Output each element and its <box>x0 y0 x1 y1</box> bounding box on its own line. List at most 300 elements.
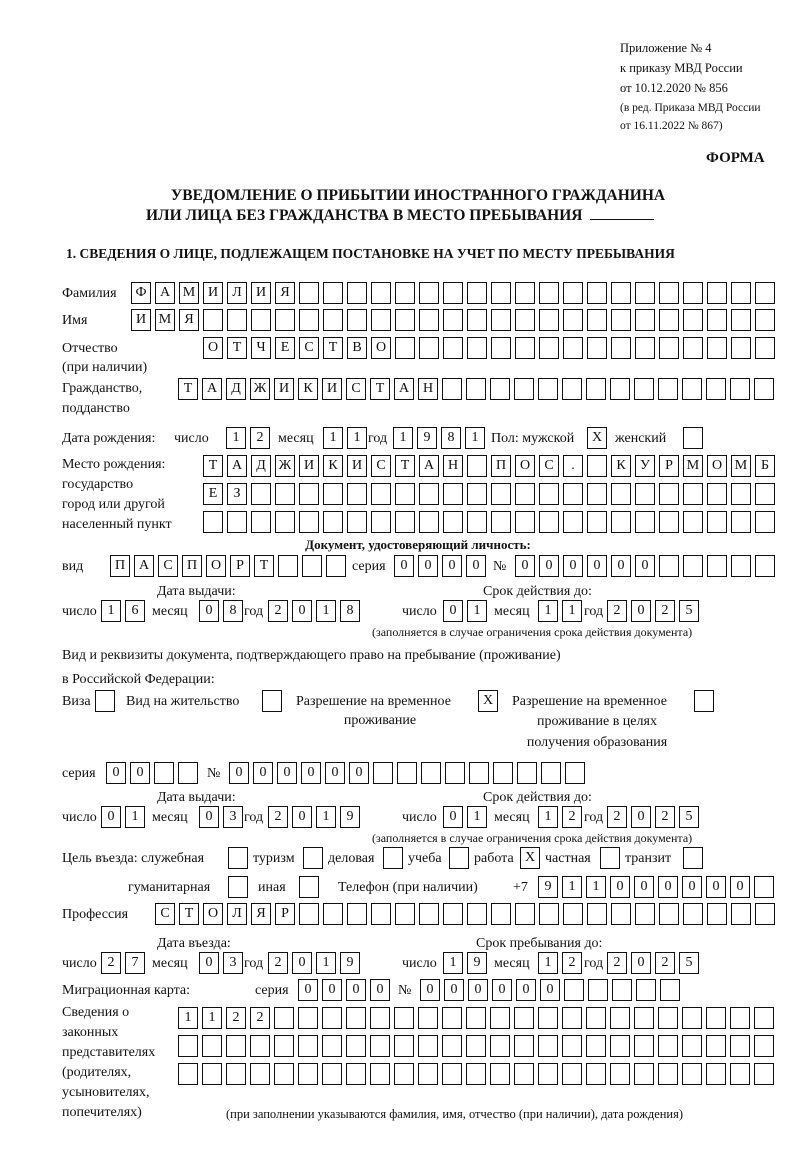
reps-field-1[interactable] <box>178 1007 774 1029</box>
char-box[interactable]: 5 <box>679 600 699 622</box>
char-box[interactable] <box>658 378 678 400</box>
citizenship-field[interactable] <box>178 378 774 400</box>
char-box[interactable] <box>445 762 465 784</box>
char-box[interactable] <box>731 309 751 331</box>
char-box[interactable] <box>395 483 415 505</box>
char-box[interactable] <box>635 309 655 331</box>
char-box[interactable] <box>755 555 775 577</box>
char-box[interactable]: 0 <box>682 876 702 898</box>
char-box[interactable] <box>469 762 489 784</box>
char-box[interactable] <box>515 483 535 505</box>
char-box[interactable] <box>347 282 367 304</box>
char-box[interactable] <box>467 511 487 533</box>
char-box[interactable]: 0 <box>563 555 583 577</box>
char-box[interactable]: М <box>179 282 199 304</box>
char-box[interactable]: 0 <box>420 979 440 1001</box>
char-box[interactable]: 1 <box>586 876 606 898</box>
char-box[interactable] <box>612 979 632 1001</box>
char-box[interactable] <box>563 337 583 359</box>
char-box[interactable] <box>660 979 680 1001</box>
char-box[interactable]: X <box>478 690 498 712</box>
char-box[interactable] <box>251 511 271 533</box>
char-box[interactable] <box>694 690 714 712</box>
char-box[interactable] <box>706 1063 726 1085</box>
char-box[interactable]: А <box>202 378 222 400</box>
char-box[interactable] <box>541 762 561 784</box>
char-box[interactable] <box>298 1063 318 1085</box>
char-box[interactable]: 1 <box>226 427 246 449</box>
char-box[interactable] <box>419 903 439 925</box>
char-box[interactable] <box>154 762 174 784</box>
char-box[interactable] <box>347 483 367 505</box>
char-box[interactable] <box>298 1035 318 1057</box>
char-box[interactable] <box>565 762 585 784</box>
char-box[interactable]: 0 <box>229 762 249 784</box>
entry-month-field[interactable] <box>199 952 243 974</box>
char-box[interactable] <box>467 903 487 925</box>
char-box[interactable] <box>683 427 703 449</box>
char-box[interactable]: 5 <box>679 952 699 974</box>
char-box[interactable]: Т <box>370 378 390 400</box>
char-box[interactable] <box>373 762 393 784</box>
char-box[interactable] <box>755 337 775 359</box>
char-box[interactable]: 0 <box>370 979 390 1001</box>
char-box[interactable] <box>731 337 751 359</box>
char-box[interactable] <box>731 483 751 505</box>
char-box[interactable] <box>755 309 775 331</box>
char-box[interactable] <box>299 309 319 331</box>
char-box[interactable] <box>682 1007 702 1029</box>
char-box[interactable]: 1 <box>347 427 367 449</box>
char-box[interactable] <box>682 1063 702 1085</box>
char-box[interactable]: 1 <box>562 600 582 622</box>
id-issue-month-field[interactable] <box>199 600 243 622</box>
char-box[interactable]: И <box>299 455 319 477</box>
char-box[interactable] <box>228 847 248 869</box>
char-box[interactable] <box>611 282 631 304</box>
char-box[interactable]: С <box>158 555 178 577</box>
char-box[interactable]: 1 <box>202 1007 222 1029</box>
char-box[interactable] <box>347 309 367 331</box>
char-box[interactable]: 0 <box>199 600 219 622</box>
char-box[interactable] <box>658 1007 678 1029</box>
char-box[interactable] <box>395 903 415 925</box>
char-box[interactable] <box>707 282 727 304</box>
char-box[interactable]: П <box>110 555 130 577</box>
char-box[interactable]: 6 <box>125 600 145 622</box>
char-box[interactable] <box>562 1063 582 1085</box>
char-box[interactable] <box>515 511 535 533</box>
char-box[interactable] <box>299 282 319 304</box>
purpose-transit-checkbox[interactable] <box>683 847 703 869</box>
char-box[interactable] <box>442 1063 462 1085</box>
char-box[interactable]: 1 <box>467 806 487 828</box>
char-box[interactable]: 1 <box>538 600 558 622</box>
char-box[interactable] <box>443 483 463 505</box>
char-box[interactable] <box>178 1063 198 1085</box>
char-box[interactable]: 0 <box>322 979 342 1001</box>
char-box[interactable]: 0 <box>277 762 297 784</box>
char-box[interactable]: 7 <box>125 952 145 974</box>
char-box[interactable] <box>562 1035 582 1057</box>
char-box[interactable] <box>707 483 727 505</box>
char-box[interactable] <box>326 555 346 577</box>
char-box[interactable] <box>682 1035 702 1057</box>
char-box[interactable] <box>95 690 115 712</box>
char-box[interactable]: 1 <box>538 952 558 974</box>
char-box[interactable] <box>442 1007 462 1029</box>
char-box[interactable]: А <box>227 455 247 477</box>
char-box[interactable] <box>517 762 537 784</box>
char-box[interactable] <box>346 1063 366 1085</box>
char-box[interactable] <box>707 511 727 533</box>
char-box[interactable]: 2 <box>607 952 627 974</box>
char-box[interactable]: А <box>419 455 439 477</box>
char-box[interactable]: Т <box>254 555 274 577</box>
char-box[interactable]: 8 <box>340 600 360 622</box>
char-box[interactable] <box>493 762 513 784</box>
char-box[interactable]: Л <box>227 903 247 925</box>
purpose-work-checkbox[interactable] <box>520 847 540 869</box>
char-box[interactable] <box>467 337 487 359</box>
char-box[interactable] <box>322 1063 342 1085</box>
char-box[interactable]: 0 <box>730 876 750 898</box>
char-box[interactable] <box>490 378 510 400</box>
char-box[interactable]: Я <box>251 903 271 925</box>
char-box[interactable]: 2 <box>268 600 288 622</box>
char-box[interactable] <box>611 309 631 331</box>
char-box[interactable]: Ж <box>250 378 270 400</box>
entry-day-field[interactable] <box>101 952 145 974</box>
char-box[interactable]: 1 <box>316 600 336 622</box>
char-box[interactable]: 2 <box>607 806 627 828</box>
char-box[interactable]: 1 <box>393 427 413 449</box>
char-box[interactable] <box>563 309 583 331</box>
char-box[interactable] <box>383 847 403 869</box>
char-box[interactable]: С <box>299 337 319 359</box>
char-box[interactable] <box>587 337 607 359</box>
char-box[interactable] <box>491 511 511 533</box>
char-box[interactable]: С <box>539 455 559 477</box>
char-box[interactable]: М <box>155 309 175 331</box>
residence-checkbox[interactable] <box>262 690 282 712</box>
char-box[interactable]: 2 <box>268 952 288 974</box>
char-box[interactable] <box>658 1063 678 1085</box>
char-box[interactable] <box>634 378 654 400</box>
stay-valid-year-field[interactable] <box>607 806 699 828</box>
char-box[interactable] <box>395 511 415 533</box>
birth-month-field[interactable] <box>323 427 367 449</box>
char-box[interactable] <box>515 337 535 359</box>
char-box[interactable] <box>683 309 703 331</box>
char-box[interactable] <box>251 309 271 331</box>
char-box[interactable] <box>659 309 679 331</box>
char-box[interactable] <box>449 847 469 869</box>
char-box[interactable] <box>635 282 655 304</box>
char-box[interactable] <box>586 1035 606 1057</box>
char-box[interactable] <box>731 903 751 925</box>
char-box[interactable] <box>731 555 751 577</box>
char-box[interactable]: 2 <box>250 427 270 449</box>
char-box[interactable] <box>611 903 631 925</box>
purpose-official-checkbox[interactable] <box>228 847 248 869</box>
char-box[interactable]: Н <box>443 455 463 477</box>
char-box[interactable]: 0 <box>611 555 631 577</box>
char-box[interactable] <box>658 1035 678 1057</box>
char-box[interactable]: 1 <box>316 952 336 974</box>
char-box[interactable] <box>706 378 726 400</box>
id-number-field[interactable] <box>515 555 775 577</box>
char-box[interactable] <box>635 337 655 359</box>
char-box[interactable] <box>755 282 775 304</box>
char-box[interactable] <box>491 903 511 925</box>
char-box[interactable] <box>610 1063 630 1085</box>
char-box[interactable] <box>587 455 607 477</box>
char-box[interactable] <box>539 903 559 925</box>
purpose-private-checkbox[interactable] <box>600 847 620 869</box>
char-box[interactable]: 0 <box>292 952 312 974</box>
char-box[interactable] <box>754 378 774 400</box>
char-box[interactable]: К <box>298 378 318 400</box>
char-box[interactable] <box>443 337 463 359</box>
char-box[interactable] <box>418 1063 438 1085</box>
char-box[interactable] <box>419 337 439 359</box>
char-box[interactable] <box>418 1035 438 1057</box>
stay-number-field[interactable] <box>229 762 585 784</box>
char-box[interactable]: 0 <box>199 952 219 974</box>
char-box[interactable]: Т <box>227 337 247 359</box>
char-box[interactable]: О <box>203 337 223 359</box>
char-box[interactable] <box>443 282 463 304</box>
char-box[interactable]: 9 <box>538 876 558 898</box>
char-box[interactable]: И <box>347 455 367 477</box>
char-box[interactable] <box>347 511 367 533</box>
char-box[interactable] <box>634 1007 654 1029</box>
char-box[interactable]: О <box>206 555 226 577</box>
char-box[interactable] <box>611 483 631 505</box>
char-box[interactable] <box>562 378 582 400</box>
char-box[interactable] <box>659 282 679 304</box>
char-box[interactable] <box>611 337 631 359</box>
char-box[interactable] <box>322 1007 342 1029</box>
char-box[interactable]: 0 <box>298 979 318 1001</box>
char-box[interactable]: 8 <box>223 600 243 622</box>
surname-field[interactable] <box>131 282 775 304</box>
char-box[interactable] <box>275 511 295 533</box>
char-box[interactable] <box>587 282 607 304</box>
char-box[interactable] <box>539 309 559 331</box>
char-box[interactable]: X <box>520 847 540 869</box>
char-box[interactable]: 1 <box>465 427 485 449</box>
stay-issue-year-field[interactable] <box>268 806 360 828</box>
char-box[interactable]: 0 <box>631 806 651 828</box>
char-box[interactable]: 2 <box>655 806 675 828</box>
char-box[interactable]: 0 <box>634 876 654 898</box>
char-box[interactable]: 9 <box>340 806 360 828</box>
char-box[interactable] <box>466 1007 486 1029</box>
char-box[interactable] <box>442 378 462 400</box>
mc-series-field[interactable] <box>298 979 390 1001</box>
char-box[interactable] <box>586 1007 606 1029</box>
char-box[interactable]: Д <box>226 378 246 400</box>
char-box[interactable] <box>683 282 703 304</box>
char-box[interactable] <box>275 309 295 331</box>
char-box[interactable]: А <box>134 555 154 577</box>
char-box[interactable] <box>302 555 322 577</box>
char-box[interactable] <box>539 282 559 304</box>
char-box[interactable]: 0 <box>253 762 273 784</box>
char-box[interactable]: 0 <box>587 555 607 577</box>
char-box[interactable]: 0 <box>492 979 512 1001</box>
char-box[interactable] <box>539 337 559 359</box>
char-box[interactable]: 0 <box>101 806 121 828</box>
id-valid-day-field[interactable] <box>443 600 487 622</box>
char-box[interactable] <box>371 309 391 331</box>
char-box[interactable]: 1 <box>323 427 343 449</box>
char-box[interactable] <box>538 1007 558 1029</box>
char-box[interactable]: 0 <box>515 555 535 577</box>
char-box[interactable] <box>611 511 631 533</box>
char-box[interactable] <box>202 1035 222 1057</box>
char-box[interactable]: 3 <box>223 952 243 974</box>
char-box[interactable]: 0 <box>444 979 464 1001</box>
char-box[interactable] <box>370 1035 390 1057</box>
char-box[interactable] <box>275 483 295 505</box>
char-box[interactable] <box>228 876 248 898</box>
char-box[interactable]: У <box>635 455 655 477</box>
char-box[interactable] <box>659 903 679 925</box>
char-box[interactable] <box>707 309 727 331</box>
char-box[interactable] <box>299 511 319 533</box>
char-box[interactable] <box>587 903 607 925</box>
char-box[interactable] <box>683 903 703 925</box>
char-box[interactable] <box>303 847 323 869</box>
char-box[interactable]: 0 <box>706 876 726 898</box>
char-box[interactable] <box>443 309 463 331</box>
char-box[interactable]: 0 <box>610 876 630 898</box>
char-box[interactable]: Б <box>755 455 775 477</box>
char-box[interactable]: О <box>371 337 391 359</box>
char-box[interactable] <box>262 690 282 712</box>
char-box[interactable] <box>731 282 751 304</box>
char-box[interactable] <box>610 378 630 400</box>
char-box[interactable]: Т <box>203 455 223 477</box>
sex-female-checkbox[interactable] <box>683 427 703 449</box>
char-box[interactable]: П <box>182 555 202 577</box>
char-box[interactable] <box>299 876 319 898</box>
char-box[interactable]: 0 <box>466 555 486 577</box>
char-box[interactable] <box>563 483 583 505</box>
stay-issue-day-field[interactable] <box>101 806 145 828</box>
char-box[interactable]: 0 <box>292 600 312 622</box>
char-box[interactable] <box>278 555 298 577</box>
char-box[interactable]: 1 <box>562 876 582 898</box>
char-box[interactable]: 0 <box>349 762 369 784</box>
char-box[interactable]: 9 <box>340 952 360 974</box>
char-box[interactable]: 0 <box>468 979 488 1001</box>
purpose-study-checkbox[interactable] <box>449 847 469 869</box>
char-box[interactable]: Я <box>179 309 199 331</box>
char-box[interactable] <box>323 903 343 925</box>
stay-valid-day-field[interactable] <box>443 806 487 828</box>
char-box[interactable]: 2 <box>226 1007 246 1029</box>
char-box[interactable]: X <box>587 427 607 449</box>
char-box[interactable]: Е <box>275 337 295 359</box>
char-box[interactable]: С <box>155 903 175 925</box>
char-box[interactable] <box>419 282 439 304</box>
char-box[interactable]: Р <box>230 555 250 577</box>
char-box[interactable] <box>421 762 441 784</box>
char-box[interactable]: И <box>274 378 294 400</box>
char-box[interactable]: 0 <box>635 555 655 577</box>
char-box[interactable] <box>635 903 655 925</box>
id-valid-month-field[interactable] <box>538 600 582 622</box>
char-box[interactable]: 1 <box>178 1007 198 1029</box>
char-box[interactable] <box>394 1035 414 1057</box>
char-box[interactable] <box>418 1007 438 1029</box>
char-box[interactable] <box>322 1035 342 1057</box>
char-box[interactable]: 0 <box>130 762 150 784</box>
char-box[interactable] <box>467 455 487 477</box>
char-box[interactable]: О <box>515 455 535 477</box>
char-box[interactable] <box>515 282 535 304</box>
char-box[interactable] <box>371 903 391 925</box>
reps-field-2[interactable] <box>178 1035 774 1057</box>
char-box[interactable]: 1 <box>101 600 121 622</box>
char-box[interactable] <box>563 903 583 925</box>
char-box[interactable] <box>539 511 559 533</box>
char-box[interactable] <box>274 1035 294 1057</box>
id-issue-day-field[interactable] <box>101 600 145 622</box>
char-box[interactable]: 0 <box>516 979 536 1001</box>
char-box[interactable] <box>347 903 367 925</box>
char-box[interactable]: 0 <box>631 600 651 622</box>
char-box[interactable] <box>346 1035 366 1057</box>
char-box[interactable] <box>514 1063 534 1085</box>
char-box[interactable] <box>490 1063 510 1085</box>
char-box[interactable] <box>538 1035 558 1057</box>
char-box[interactable] <box>634 1035 654 1057</box>
char-box[interactable]: 2 <box>562 806 582 828</box>
phone-field[interactable] <box>538 876 774 898</box>
char-box[interactable] <box>562 1007 582 1029</box>
char-box[interactable] <box>539 483 559 505</box>
char-box[interactable] <box>178 762 198 784</box>
char-box[interactable] <box>371 511 391 533</box>
birthplace-field-1[interactable] <box>203 455 775 477</box>
char-box[interactable] <box>395 282 415 304</box>
char-box[interactable]: 0 <box>539 555 559 577</box>
char-box[interactable]: Е <box>203 483 223 505</box>
char-box[interactable]: 0 <box>325 762 345 784</box>
char-box[interactable] <box>467 483 487 505</box>
char-box[interactable] <box>600 847 620 869</box>
char-box[interactable]: Т <box>323 337 343 359</box>
char-box[interactable] <box>274 1063 294 1085</box>
char-box[interactable] <box>203 309 223 331</box>
char-box[interactable]: И <box>203 282 223 304</box>
char-box[interactable]: И <box>131 309 151 331</box>
purpose-tourism-checkbox[interactable] <box>303 847 323 869</box>
char-box[interactable] <box>274 1007 294 1029</box>
char-box[interactable]: А <box>155 282 175 304</box>
char-box[interactable] <box>514 1035 534 1057</box>
char-box[interactable] <box>707 903 727 925</box>
char-box[interactable]: А <box>394 378 414 400</box>
purpose-humanitarian-checkbox[interactable] <box>228 876 248 898</box>
char-box[interactable] <box>730 378 750 400</box>
char-box[interactable] <box>682 378 702 400</box>
